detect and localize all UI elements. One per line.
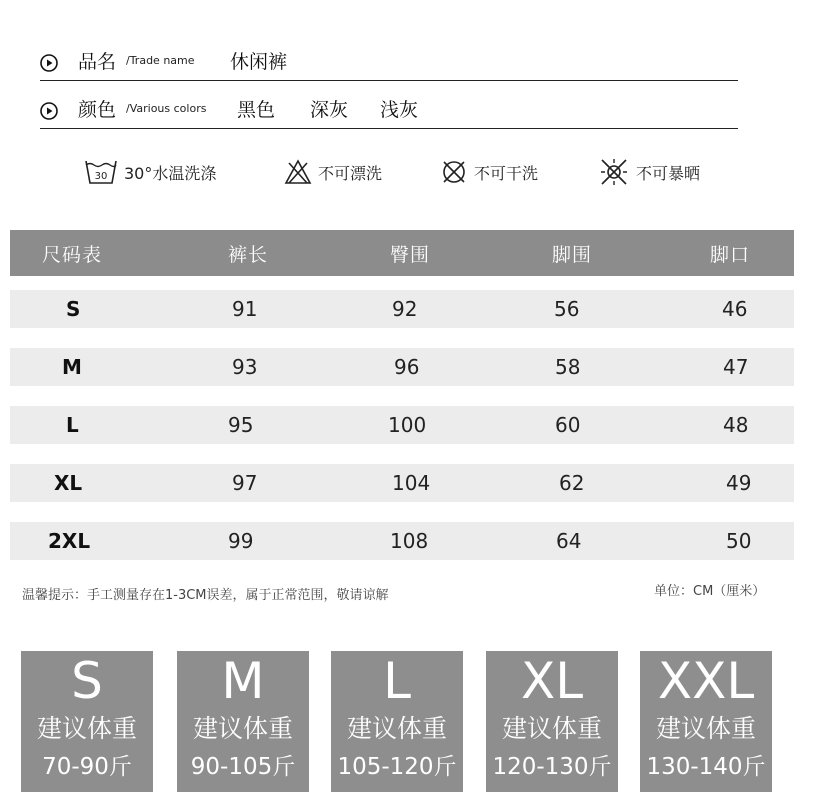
table-row — [10, 348, 794, 386]
size-cell: XL — [54, 471, 83, 495]
hip-cell: 100 — [388, 413, 427, 437]
care-wash-text: 30°水温洗涤 — [124, 163, 217, 183]
weight-box-label: 建议体重 — [36, 714, 137, 743]
length-cell: 93 — [232, 355, 258, 379]
care-no-dry-clean-text: 不可干洗 — [474, 163, 539, 183]
weight-box-size: L — [383, 652, 411, 710]
weight-box-range: 90-105斤 — [190, 754, 296, 780]
table-row — [10, 522, 794, 560]
hem-cell: 49 — [726, 471, 752, 495]
leg-cell: 56 — [554, 297, 580, 321]
care-no-sun-dry-text: 不可暴晒 — [636, 163, 701, 183]
weight-box-m — [177, 651, 309, 792]
hem-cell: 50 — [726, 529, 752, 553]
weight-box-range: 130-140斤 — [646, 754, 766, 780]
weight-box-label: 建议体重 — [655, 714, 756, 743]
table-row — [10, 464, 794, 502]
weight-box-size: M — [221, 652, 265, 710]
unit-note: 单位：CM（厘米） — [654, 584, 766, 599]
length-cell: 99 — [228, 529, 254, 553]
no-dry-clean-icon — [440, 158, 468, 186]
weight-box-label: 建议体重 — [501, 714, 602, 743]
hip-cell: 104 — [392, 471, 431, 495]
product-name-sub: /Trade name — [126, 54, 195, 67]
length-cell: 97 — [232, 471, 258, 495]
play-circle-icon — [40, 54, 58, 72]
hip-cell: 96 — [394, 355, 420, 379]
no-bleach-icon — [284, 158, 312, 186]
hip-cell: 92 — [392, 297, 418, 321]
header-hip: 臀围 — [390, 244, 431, 266]
weight-box-size: S — [71, 652, 103, 710]
product-name-row — [40, 44, 738, 81]
leg-cell: 64 — [556, 529, 582, 553]
length-cell: 95 — [228, 413, 254, 437]
product-name-value: 休闲裤 — [230, 51, 288, 73]
product-color-row — [40, 92, 738, 129]
hem-cell: 48 — [723, 413, 749, 437]
no-sun-dry-icon — [598, 157, 630, 187]
header-size: 尺码表 — [42, 244, 103, 266]
leg-cell: 62 — [559, 471, 585, 495]
size-cell: L — [66, 413, 79, 437]
weight-box-xl — [486, 651, 618, 792]
care-no-bleach-text: 不可漂洗 — [318, 163, 383, 183]
length-cell: 91 — [232, 297, 258, 321]
leg-cell: 60 — [555, 413, 581, 437]
weight-box-label: 建议体重 — [192, 714, 293, 743]
play-circle-icon — [40, 102, 58, 120]
color-option: 黑色 — [237, 99, 276, 121]
weight-box-label: 建议体重 — [346, 714, 447, 743]
weight-box-s — [21, 651, 153, 792]
care-no-sun-dry — [598, 154, 700, 190]
product-color-label: 颜色 — [78, 99, 117, 121]
hem-cell: 46 — [722, 297, 748, 321]
care-no-dry-clean — [440, 154, 538, 190]
header-length: 裤长 — [228, 244, 269, 266]
hem-cell: 47 — [723, 355, 749, 379]
weight-box-size: XL — [520, 652, 584, 710]
header-hem: 脚口 — [710, 244, 751, 266]
weight-box-size: XXL — [657, 652, 755, 710]
weight-box-range: 105-120斤 — [337, 754, 457, 780]
weight-box-range: 120-130斤 — [492, 754, 612, 780]
weight-box-range: 70-90斤 — [42, 754, 132, 780]
hip-cell: 108 — [390, 529, 429, 553]
product-color-sub: /Various colors — [126, 102, 207, 115]
table-row — [10, 290, 794, 328]
wash-temp-text: 30 — [94, 171, 108, 182]
color-option: 浅灰 — [380, 99, 419, 121]
care-wash — [84, 154, 216, 190]
wash-30-icon — [84, 157, 118, 187]
size-cell: M — [62, 355, 82, 379]
leg-cell: 58 — [555, 355, 581, 379]
size-cell: 2XL — [48, 529, 91, 553]
measurement-tip: 温馨提示：手工测量存在1-3CM误差，属于正常范围，敬请谅解 — [22, 588, 389, 603]
color-option: 深灰 — [310, 99, 349, 121]
header-leg-opening: 脚围 — [552, 244, 593, 266]
care-no-bleach — [284, 154, 382, 190]
product-name-label: 品名 — [78, 51, 117, 73]
weight-box-xxl — [640, 651, 772, 792]
weight-box-l — [331, 651, 463, 792]
size-table-header — [10, 230, 794, 276]
table-row — [10, 406, 794, 444]
size-cell: S — [66, 297, 81, 321]
